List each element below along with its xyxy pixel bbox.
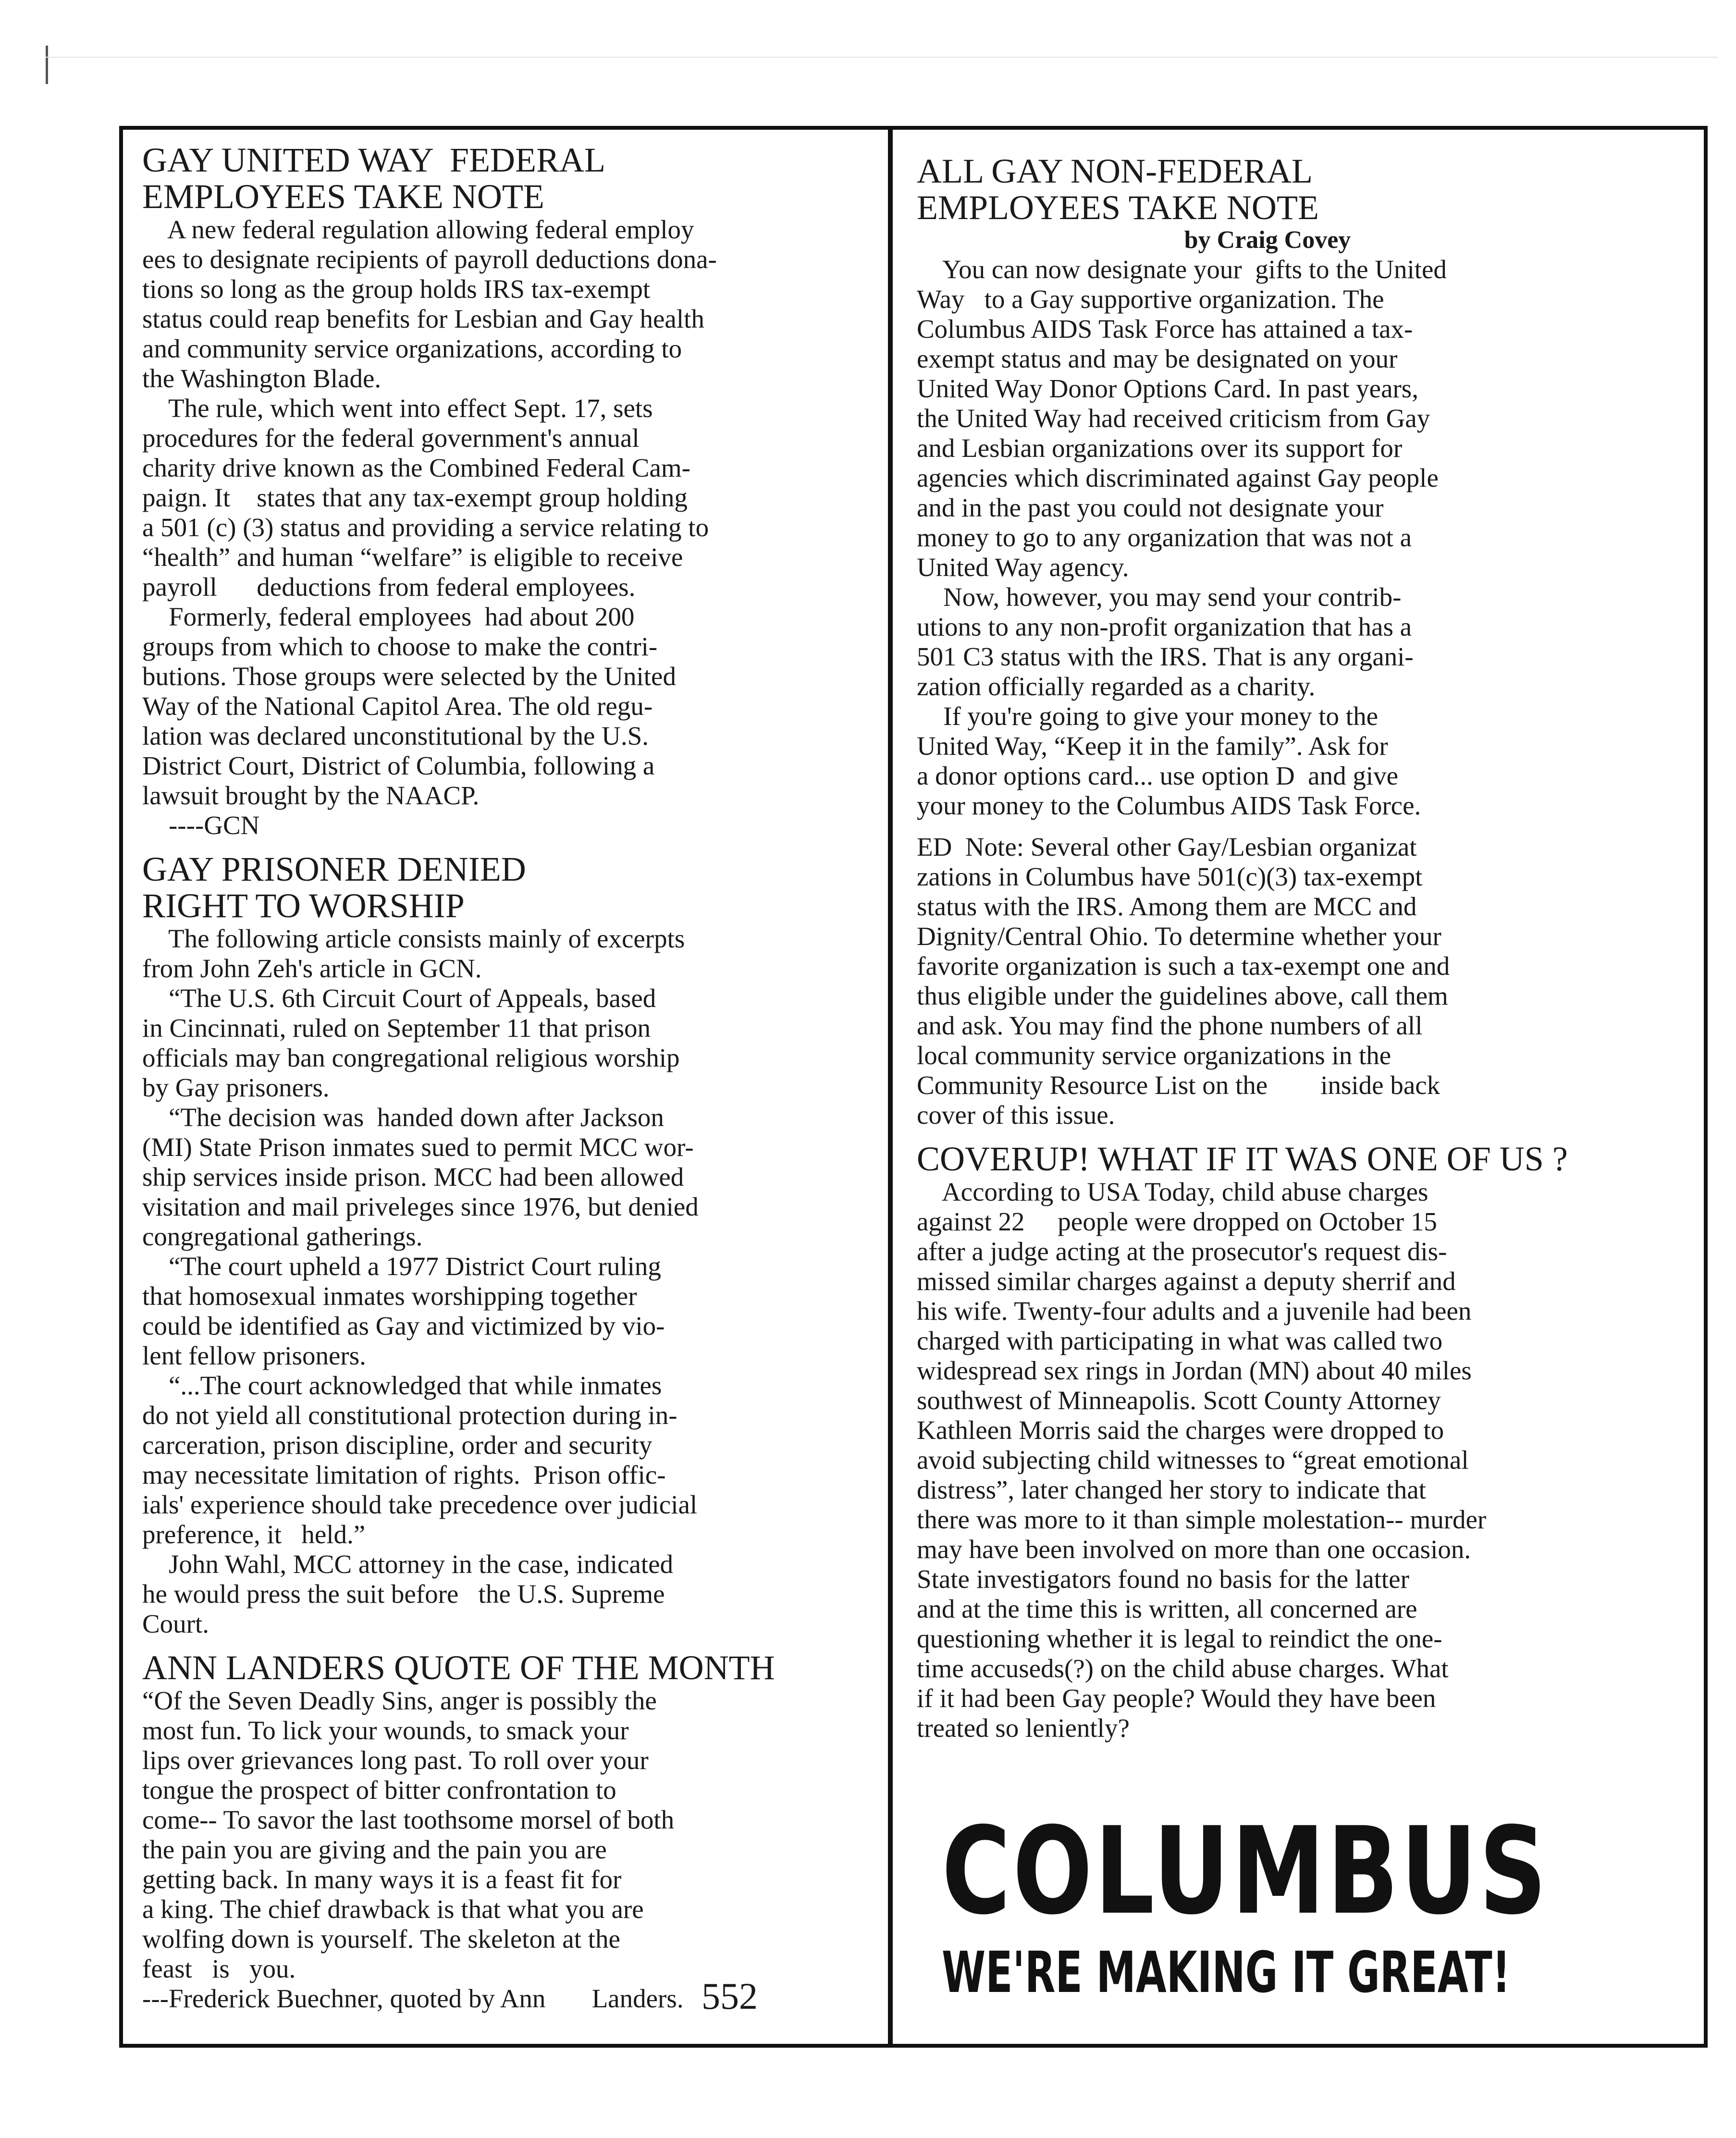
text-line: charity drive known as the Combined Federal Cam- <box>142 453 690 482</box>
heading-line: GAY PRISONER DENIED <box>142 850 526 888</box>
text-line: payroll deductions from federal employees. <box>142 572 636 602</box>
text-line: and at the time this is written, all concerned are <box>917 1594 1417 1623</box>
article <box>142 142 877 851</box>
text-line: The following article consists mainly of excerpts <box>142 924 685 953</box>
text-line: thus eligible under the guidelines above, call them <box>917 981 1448 1010</box>
text-line: ials' experience should take precedence over judicial <box>142 1490 698 1519</box>
text-line: may necessitate limitation of rights. Prison offic- <box>142 1460 666 1489</box>
heading-line: EMPLOYEES TAKE NOTE <box>142 177 544 216</box>
text-line: Way of the National Capitol Area. The old regu- <box>142 691 653 721</box>
text-line: and Lesbian organizations over its support for <box>917 433 1403 463</box>
text-line: from John Zeh's article in GCN. <box>142 954 482 983</box>
text-line: (MI) State Prison inmates sued to permit MCC wor- <box>142 1132 694 1162</box>
text-line: carceration, prison discipline, order and security <box>142 1430 653 1460</box>
text-line: his wife. Twenty-four adults and a juvenile had been <box>917 1296 1472 1326</box>
text-line: United Way, “Keep it in the family”. Ask for <box>917 731 1388 761</box>
text-line: zation officially regarded as a charity. <box>917 672 1316 701</box>
paragraph <box>142 1103 877 1252</box>
heading-line: COVERUP! WHAT IF IT WAS ONE OF US ? <box>917 1140 1568 1178</box>
text-line: lent fellow prisoners. <box>142 1341 366 1370</box>
text-line: may have been involved on more than one occasion. <box>917 1535 1471 1564</box>
paragraph <box>917 832 1618 1130</box>
paragraph <box>142 1549 877 1639</box>
text-line: questioning whether it is legal to reindict the one- <box>917 1624 1442 1653</box>
text-line: You can now designate your gifts to the United <box>917 255 1447 284</box>
paragraph <box>142 983 877 1103</box>
text-line: lips over grievances long past. To roll over your <box>142 1745 649 1775</box>
columbus-logo <box>942 1801 1590 2032</box>
text-line: Dignity/Central Ohio. To determine whether your <box>917 922 1441 951</box>
text-line: in Cincinnati, ruled on September 11 that prison <box>142 1013 651 1043</box>
text-line: Formerly, federal employees had about 200 <box>142 602 635 631</box>
text-line: Columbus AIDS Task Force has attained a tax- <box>917 314 1413 344</box>
article-heading <box>142 142 877 215</box>
paragraph <box>917 701 1618 821</box>
paragraph <box>142 215 877 393</box>
text-line: status could reap benefits for Lesbian and Gay health <box>142 304 704 333</box>
text-line: wolfing down is yourself. The skeleton at the <box>142 1924 620 1954</box>
text-line: exempt status and may be designated on your <box>917 344 1398 373</box>
text-line: your money to the Columbus AIDS Task Force. <box>917 791 1421 820</box>
text-line: Way to a Gay supportive organization. The <box>917 284 1384 314</box>
text-line: getting back. In many ways it is a feast fit for <box>142 1865 622 1894</box>
text-line: If you're going to give your money to the <box>917 701 1379 731</box>
text-line: officials may ban congregational religious worship <box>142 1043 680 1072</box>
text-line: money to go to any organization that was not a <box>917 523 1412 552</box>
paragraph <box>917 1177 1618 1743</box>
text-line: “The U.S. 6th Circuit Court of Appeals, based <box>142 983 656 1013</box>
text-line: “The decision was handed down after Jackson <box>142 1103 664 1132</box>
text-line: The rule, which went into effect Sept. 17, sets <box>142 393 653 423</box>
logo-wordmark: COLUMBUS <box>942 1801 1549 1941</box>
text-line: “Of the Seven Deadly Sins, anger is possibly the <box>142 1686 657 1715</box>
text-line: Court. <box>142 1609 209 1638</box>
logo-tagline: WE'RE MAKING IT GREAT! <box>942 1939 1511 2005</box>
text-line: missed similar charges against a deputy sherrif and <box>917 1266 1456 1296</box>
text-line: a 501 (c) (3) status and providing a service relating to <box>142 513 709 542</box>
text-line: 501 C3 status with the IRS. That is any organi- <box>917 642 1414 671</box>
column-divider <box>888 126 893 2048</box>
article <box>142 851 877 1649</box>
text-line: feast is you. <box>142 1954 296 1983</box>
text-line: tongue the prospect of bitter confrontation to <box>142 1775 616 1805</box>
text-line: favorite organization is such a tax-exempt one and <box>917 951 1450 981</box>
paragraph <box>142 1686 877 2014</box>
text-line: the pain you are giving and the pain you are <box>142 1835 607 1864</box>
text-line: A new federal regulation allowing federal employ <box>142 215 694 244</box>
text-line: most fun. To lick your wounds, to smack your <box>142 1716 629 1745</box>
page-number: 552 <box>702 1975 758 2017</box>
text-line: the United Way had received criticism from Gay <box>917 404 1430 433</box>
text-line: “The court upheld a 1977 District Court ruling <box>142 1252 661 1281</box>
paragraph <box>917 255 1618 582</box>
paragraph <box>142 393 877 602</box>
text-line: United Way agency. <box>917 553 1129 582</box>
text-line: the Washington Blade. <box>142 364 382 393</box>
paragraph <box>917 582 1618 701</box>
text-line: “...The court acknowledged that while inmates <box>142 1371 662 1400</box>
text-line: preference, it held.” <box>142 1520 366 1549</box>
text-line: southwest of Minneapolis. Scott County Attorney <box>917 1386 1441 1415</box>
heading-line: EMPLOYEES TAKE NOTE <box>917 188 1319 227</box>
paragraph <box>142 1252 877 1371</box>
text-line: butions. Those groups were selected by the United <box>142 662 676 691</box>
text-line: groups from which to choose to make the contri- <box>142 632 658 661</box>
text-line: State investigators found no basis for the latter <box>917 1564 1409 1594</box>
text-line: could be identified as Gay and victimized by vio- <box>142 1311 665 1340</box>
heading-line: RIGHT TO WORSHIP <box>142 886 465 925</box>
text-line: by Gay prisoners. <box>142 1073 330 1102</box>
page-edge <box>46 46 48 84</box>
text-line: treated so leniently? <box>917 1713 1130 1743</box>
text-line: zations in Columbus have 501(c)(3) tax-exempt <box>917 862 1423 891</box>
text-line: cover of this issue. <box>917 1100 1115 1130</box>
text-line: agencies which discriminated against Gay people <box>917 463 1439 492</box>
text-line: do not yield all constitutional protection during in- <box>142 1401 677 1430</box>
text-line: that homosexual inmates worshipping together <box>142 1281 637 1311</box>
paragraph <box>142 602 877 840</box>
text-line: According to USA Today, child abuse charges <box>917 1177 1428 1206</box>
text-line: ship services inside prison. MCC had been allowed <box>142 1162 684 1192</box>
text-line: and community service organizations, according to <box>142 334 682 363</box>
text-line: ees to designate recipients of payroll deductions dona- <box>142 245 717 274</box>
paragraph <box>142 924 877 983</box>
article <box>917 153 1618 1141</box>
text-line: and in the past you could not designate your <box>917 493 1384 522</box>
heading-line: GAY UNITED WAY FEDERAL <box>142 141 606 179</box>
text-line: ED Note: Several other Gay/Lesbian organizat <box>917 832 1417 861</box>
scan-line <box>46 57 1718 58</box>
text-line: a donor options card... use option D and give <box>917 761 1399 790</box>
text-line: if it had been Gay people? Would they have been <box>917 1683 1436 1713</box>
article-heading <box>917 1141 1618 1177</box>
text-line: he would press the suit before the U.S. Supreme <box>142 1579 665 1609</box>
text-line: come-- To savor the last toothsome morsel of both <box>142 1805 675 1834</box>
text-line: “health” and human “welfare” is eligible to receive <box>142 542 683 572</box>
byline: by Craig Covey <box>1184 226 1351 254</box>
text-line: paign. It states that any tax-exempt group holding <box>142 483 688 512</box>
text-line: Now, however, you may send your contrib- <box>917 582 1402 612</box>
text-line: United Way Donor Options Card. In past years, <box>917 374 1418 403</box>
text-line: status with the IRS. Among them are MCC and <box>917 892 1417 921</box>
text-line: local community service organizations in the <box>917 1041 1391 1070</box>
text-line: utions to any non-profit organization that has a <box>917 612 1412 641</box>
text-line: distress”, later changed her story to indicate that <box>917 1475 1426 1504</box>
text-line: lawsuit brought by the NAACP. <box>142 781 480 810</box>
article <box>142 1649 877 2014</box>
text-line: after a judge acting at the prosecutor's request dis- <box>917 1237 1447 1266</box>
heading-line: ALL GAY NON-FEDERAL <box>917 152 1313 190</box>
heading-line: ANN LANDERS QUOTE OF THE MONTH <box>142 1648 775 1687</box>
text-line: a king. The chief drawback is that what you are <box>142 1894 644 1924</box>
text-line: charged with participating in what was called two <box>917 1326 1443 1355</box>
text-line: ----GCN <box>142 811 260 840</box>
text-line: against 22 people were dropped on October 15 <box>917 1207 1437 1236</box>
text-line: there was more to it than simple molestation-- murder <box>917 1505 1487 1534</box>
left-column <box>142 142 877 2014</box>
text-line: visitation and mail priveleges since 1976, but denied <box>142 1192 699 1221</box>
text-line: Community Resource List on the inside back <box>917 1070 1441 1100</box>
text-line: John Wahl, MCC attorney in the case, indicated <box>142 1549 674 1579</box>
article-heading <box>142 1649 877 1686</box>
text-line: Kathleen Morris said the charges were dropped to <box>917 1415 1444 1445</box>
text-line: and ask. You may find the phone numbers of all <box>917 1011 1423 1040</box>
article <box>917 1141 1618 1743</box>
article-heading <box>142 851 877 924</box>
text-line: ---Frederick Buechner, quoted by Ann Landers. <box>142 1984 684 2013</box>
text-line: District Court, District of Columbia, following a <box>142 751 655 780</box>
article-heading <box>917 153 1618 226</box>
text-line: widespread sex rings in Jordan (MN) about 40 miles <box>917 1356 1472 1385</box>
right-column <box>917 153 1618 1743</box>
text-line: procedures for the federal government's annual <box>142 423 640 453</box>
text-line: time accuseds(?) on the child abuse charges. What <box>917 1654 1449 1683</box>
text-line: congregational gatherings. <box>142 1222 423 1251</box>
text-line: tions so long as the group holds IRS tax-exempt <box>142 274 651 304</box>
text-line: lation was declared unconstitutional by the U.S. <box>142 721 649 750</box>
text-line: avoid subjecting child witnesses to “great emotional <box>917 1445 1469 1474</box>
paragraph <box>142 1371 877 1549</box>
